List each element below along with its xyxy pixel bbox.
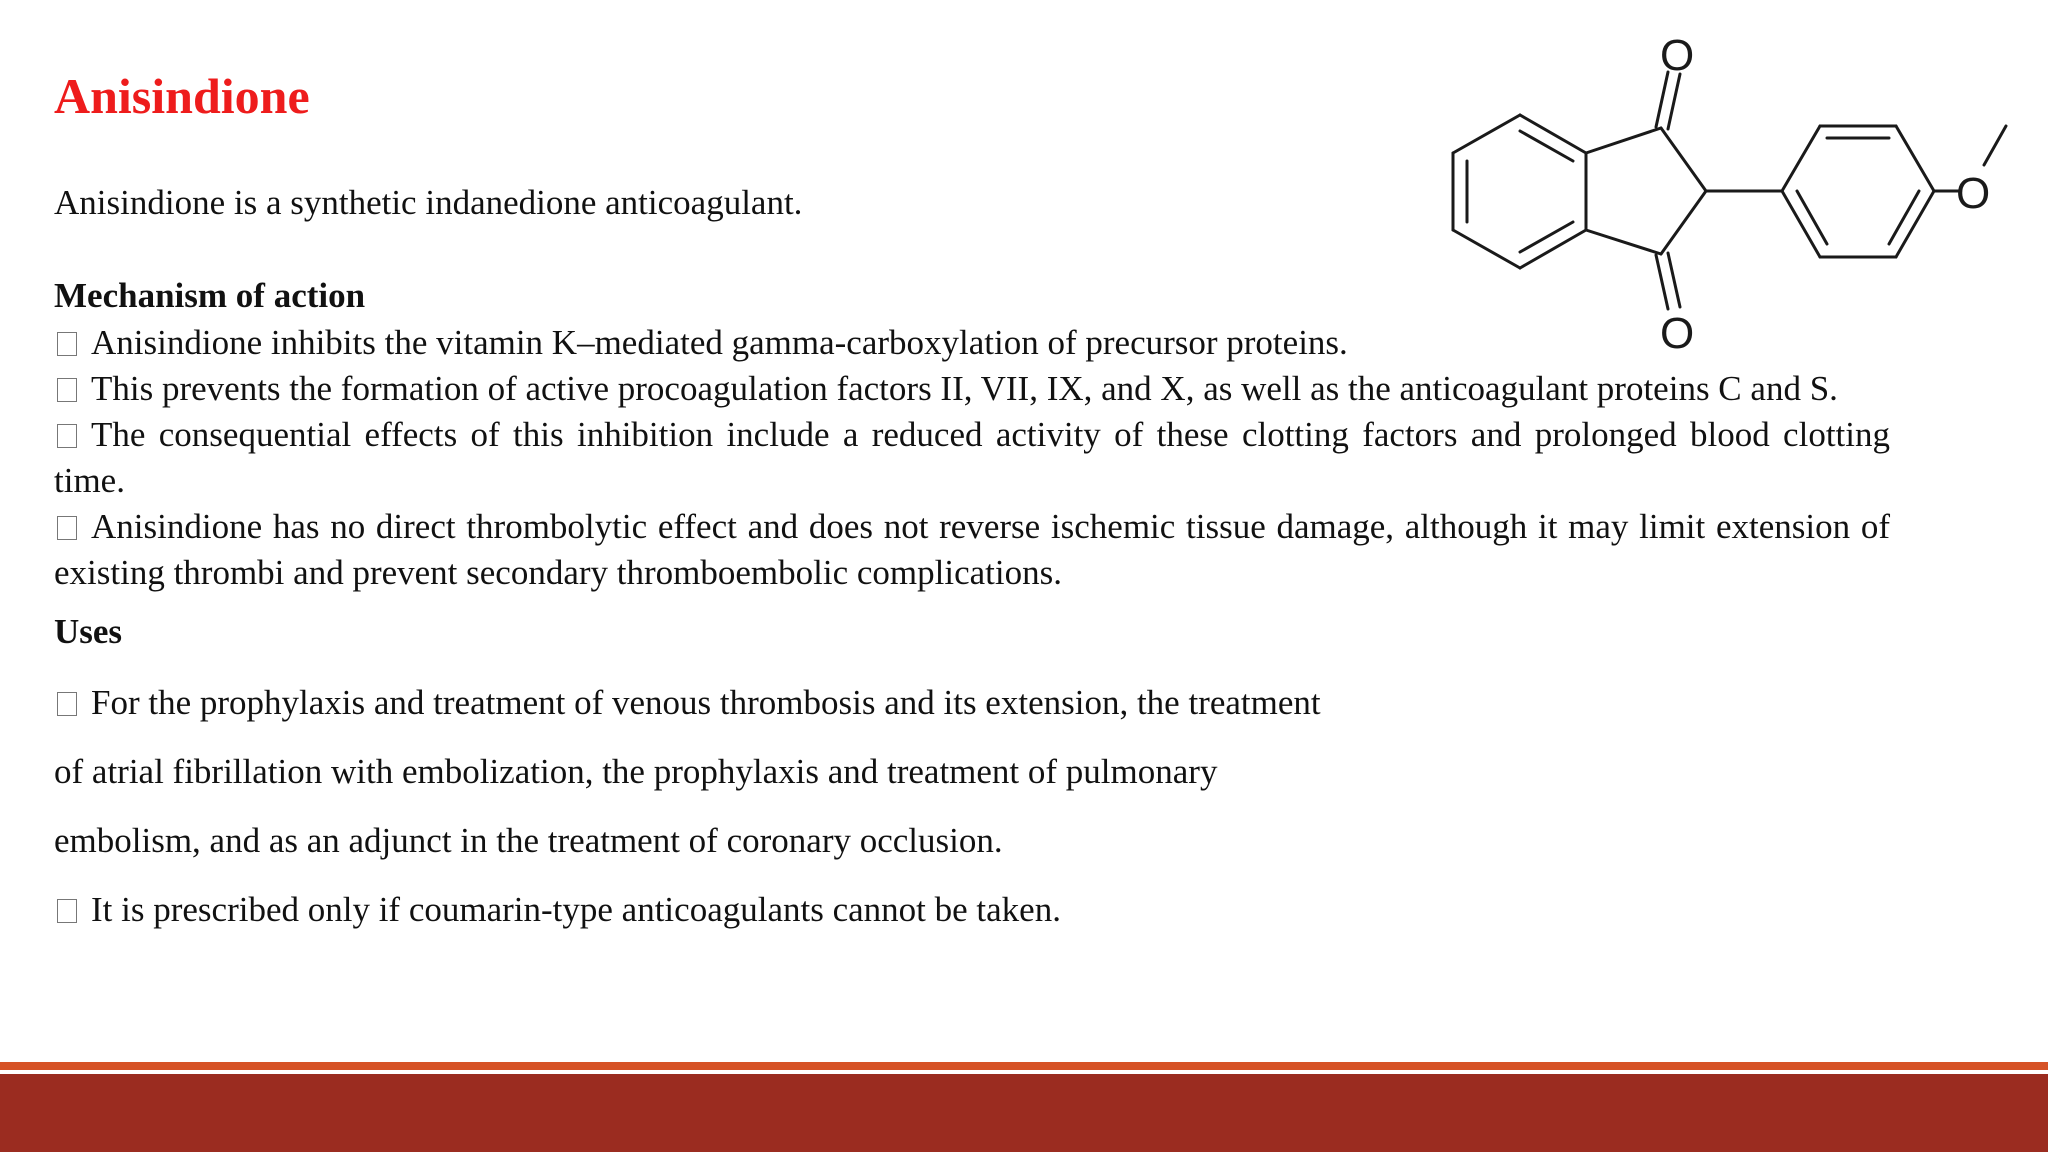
main-content <box>54 272 1890 944</box>
uses-line-text: It is prescribed only if coumarin-type anticoagulants cannot be taken. <box>91 890 1061 929</box>
uses-line-text: embolism, and as an adjunct in the treatment of coronary occlusion. <box>54 821 1003 860</box>
benzene-ring <box>1453 115 1586 268</box>
uses-line <box>54 668 1890 737</box>
indane-ring <box>1586 128 1706 254</box>
uses-line <box>54 737 1890 806</box>
methoxy-oxygen-label: O <box>1956 169 1991 218</box>
mechanism-item-text: Anisindione inhibits the vitamin K–mediated gamma-carboxylation of precursor proteins. <box>91 323 1348 362</box>
mechanism-item-text: The consequential effects of this inhibition include a reduced activity of these clotting factors and prolonged blood clotting time. <box>54 415 1890 500</box>
bullet-box-icon <box>57 692 77 716</box>
bullet-box-icon <box>57 378 77 402</box>
uses-line <box>54 806 1890 875</box>
uses-list <box>54 668 1890 944</box>
footer-accent-stripe <box>0 1062 2048 1070</box>
page-title: Anisindione <box>54 68 310 124</box>
uses-line <box>54 875 1890 944</box>
mechanism-heading: Mechanism of action <box>54 276 366 315</box>
footer-bar <box>0 1074 2048 1152</box>
uses-line-text: of atrial fibrillation with embolization, the prophylaxis and treatment of pulmonary <box>54 752 1218 791</box>
phenyl-ring <box>1782 126 1934 257</box>
intro-text: Anisindione is a synthetic indanedione anticoagulant. <box>54 183 803 222</box>
bullet-box-icon <box>57 332 77 356</box>
mechanism-item <box>54 320 1494 366</box>
mechanism-list <box>54 320 1890 596</box>
uses-line-text: For the prophylaxis and treatment of venous thrombosis and its extension, the treatment <box>91 683 1321 722</box>
methyl-bond <box>1984 126 2006 165</box>
mechanism-item <box>54 366 1890 412</box>
mechanism-item <box>54 504 1890 596</box>
mechanism-item-text: This prevents the formation of active procoagulation factors II, VII, IX, and X, as well as the anticoagulant proteins C and S. <box>91 369 1838 408</box>
bullet-box-icon <box>57 424 77 448</box>
mechanism-item <box>54 412 1890 504</box>
carbonyl-oxygen-top-label: O <box>1660 31 1695 80</box>
carbonyl-oxygen-bottom-label: O <box>1660 309 1695 358</box>
bullet-box-icon <box>57 516 77 540</box>
mechanism-item-text: Anisindione has no direct thrombolytic effect and does not reverse ischemic tissue damage, although it may limit extension of existing thrombi and prevent secondary thromboembolic complications. <box>54 507 1890 592</box>
bullet-box-icon <box>57 899 77 923</box>
uses-heading: Uses <box>54 612 123 651</box>
